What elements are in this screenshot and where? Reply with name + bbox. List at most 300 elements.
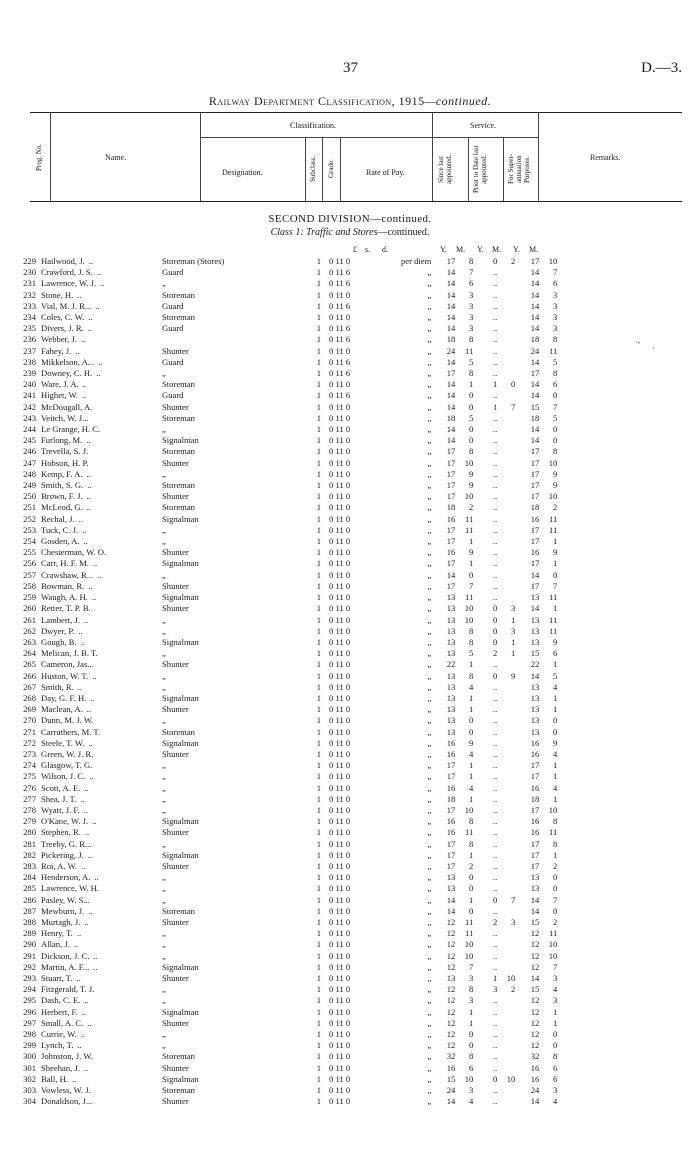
total-years-cell: 13 bbox=[530, 636, 540, 647]
rate-of-pay-cell: 0 11 0 bbox=[329, 883, 351, 894]
name-leader: .. bbox=[98, 356, 103, 367]
pay-unit-cell: „ bbox=[427, 536, 432, 547]
grade-cell: 1 bbox=[316, 256, 321, 266]
prior-months-cell bbox=[497, 536, 515, 547]
since-years-cell: 13 bbox=[446, 883, 456, 894]
since-months-cell: 3 bbox=[469, 323, 474, 334]
prior-months-cell bbox=[497, 435, 515, 446]
name-header: Name. bbox=[105, 153, 127, 162]
dots-cell bbox=[266, 346, 302, 357]
grade-cell: 1 bbox=[316, 928, 321, 939]
total-months-cell: 9 bbox=[553, 468, 558, 479]
pay-unit-cell: „ bbox=[427, 950, 432, 961]
prior-months-cell bbox=[497, 962, 515, 973]
name-cell bbox=[41, 446, 162, 457]
name-leader: .. bbox=[77, 681, 83, 692]
total-years-cell: 14 bbox=[530, 424, 540, 435]
since-years-cell: 13 bbox=[446, 704, 456, 715]
total-months-cell: 11 bbox=[549, 592, 558, 603]
since-months-cell: 8 bbox=[469, 838, 474, 849]
prog-no-cell: 279 bbox=[23, 816, 36, 827]
grade-cell: 1 bbox=[316, 681, 321, 692]
total-months-cell: 1 bbox=[553, 760, 558, 771]
rate-of-pay-cell: 0 11 0 bbox=[329, 636, 351, 647]
since-months-cell: 8 bbox=[469, 816, 474, 827]
pay-unit-cell: per diem bbox=[401, 256, 432, 266]
name-cell bbox=[41, 1007, 162, 1018]
name-text: Carruthers, M. T. bbox=[41, 726, 101, 737]
dots-cell bbox=[266, 626, 302, 637]
title-continued: —continued. bbox=[424, 94, 492, 108]
total-months-cell: 7 bbox=[553, 401, 558, 412]
dots-cell bbox=[266, 334, 302, 345]
total-months-cell: 8 bbox=[553, 334, 558, 345]
rate-of-pay-cell: 0 11 0 bbox=[329, 905, 351, 916]
rate-of-pay-cell: 0 11 0 bbox=[329, 984, 351, 995]
name-leader: .. bbox=[94, 872, 99, 883]
grade-cell: 1 bbox=[316, 1029, 321, 1040]
prior-years-cell: .. bbox=[493, 1029, 498, 1040]
table-row bbox=[14, 558, 557, 569]
pay-unit-cell: „ bbox=[427, 692, 432, 703]
grade-cell: 1 bbox=[316, 916, 321, 927]
total-months-cell: 6 bbox=[553, 1073, 558, 1084]
dots-cell bbox=[266, 749, 302, 760]
total-months-cell: 4 bbox=[553, 1096, 558, 1107]
grade-cell: 1 bbox=[316, 648, 321, 659]
prior-years-cell: 1 bbox=[493, 973, 498, 983]
since-months-cell: 8 bbox=[469, 984, 474, 995]
name-text: Trevella, S. J. bbox=[41, 446, 89, 457]
name-cell bbox=[41, 615, 162, 626]
rate-of-pay-cell: 0 11 0 bbox=[329, 513, 351, 524]
name-leader: .. bbox=[83, 614, 89, 625]
since-years-cell: 17 bbox=[446, 256, 456, 266]
name-text: Allan, J. bbox=[41, 939, 70, 950]
total-years-cell: 18 bbox=[530, 334, 540, 345]
rate-of-pay-cell: 0 11 6 bbox=[329, 390, 351, 401]
prior-months-cell bbox=[497, 872, 515, 883]
name-cell bbox=[41, 323, 162, 334]
pay-unit-cell: „ bbox=[427, 939, 432, 950]
total-years-cell: 13 bbox=[530, 715, 540, 726]
rate-of-pay-cell: 0 11 0 bbox=[329, 524, 351, 535]
prior-months-cell bbox=[497, 446, 515, 457]
prior-months-cell bbox=[497, 502, 515, 513]
name-cell bbox=[41, 1029, 162, 1040]
prior-years-cell: .. bbox=[493, 569, 498, 580]
designation-cell: „ bbox=[162, 468, 166, 479]
prior-years-cell: .. bbox=[493, 793, 498, 804]
prog-no-cell: 276 bbox=[23, 782, 36, 793]
total-years-cell: 15 bbox=[530, 401, 540, 412]
table-row bbox=[14, 267, 557, 278]
prog-no-cell: 302 bbox=[23, 1073, 36, 1084]
prior-months-cell: 0 bbox=[511, 379, 516, 390]
total-years-cell: 14 bbox=[530, 973, 540, 983]
prior-years-cell: .. bbox=[493, 323, 498, 334]
prior-months-cell bbox=[497, 301, 515, 312]
since-months-cell: 2 bbox=[469, 860, 474, 871]
since-years-cell: 14 bbox=[446, 1096, 456, 1107]
name-text: Small, A. C. bbox=[41, 1017, 84, 1028]
table-row bbox=[14, 346, 557, 357]
table-row bbox=[14, 1063, 557, 1074]
table-row bbox=[14, 323, 557, 334]
units-row bbox=[0, 245, 700, 255]
name-text: Coles, C. W. bbox=[41, 312, 85, 323]
prog-no-cell: 292 bbox=[23, 961, 36, 972]
designation-cell: „ bbox=[162, 950, 166, 961]
table-row bbox=[14, 872, 557, 883]
dots-cell bbox=[266, 794, 302, 805]
since-months-cell: 1 bbox=[469, 793, 474, 804]
total-years-cell: 17 bbox=[530, 536, 540, 547]
dots-cell bbox=[266, 850, 302, 861]
prog-no-cell: 260 bbox=[23, 603, 36, 614]
name-leader: .. bbox=[83, 536, 88, 547]
designation-cell: „ bbox=[162, 278, 166, 289]
rate-of-pay-cell: 0 11 0 bbox=[329, 681, 351, 692]
designation-cell: Shunter bbox=[162, 457, 189, 468]
name-leader: .. bbox=[88, 737, 93, 748]
since-years-cell: 24 bbox=[446, 1085, 456, 1096]
name-text: Furlong, M. bbox=[41, 435, 83, 446]
name-text: Divers, J. R. bbox=[41, 323, 84, 334]
table-row bbox=[14, 570, 557, 581]
prog-no-cell: 266 bbox=[23, 670, 36, 681]
rate-of-pay-cell: 0 11 0 bbox=[329, 860, 351, 871]
total-years-cell: 12 bbox=[530, 1029, 540, 1040]
since-months-cell: 3 bbox=[469, 1085, 474, 1096]
name-cell bbox=[41, 883, 162, 894]
prog-no-cell: 257 bbox=[23, 569, 36, 580]
table-row bbox=[14, 704, 557, 715]
name-cell bbox=[41, 760, 162, 771]
name-cell bbox=[41, 715, 162, 726]
prior-years-cell: 2 bbox=[493, 916, 498, 927]
prior-months-cell bbox=[497, 850, 515, 861]
total-years-cell: 18 bbox=[530, 793, 540, 804]
name-leader: .. bbox=[91, 592, 97, 603]
name-text: Treeby, G. R... bbox=[41, 838, 92, 849]
since-years-cell: 14 bbox=[446, 379, 456, 390]
dots-cell bbox=[266, 1018, 302, 1029]
prior-months-cell bbox=[497, 581, 515, 592]
since-years-cell: 12 bbox=[446, 928, 456, 939]
prior-months-cell bbox=[497, 469, 515, 480]
dots-cell bbox=[266, 570, 302, 581]
table-row bbox=[14, 827, 557, 838]
prog-no-cell: 295 bbox=[23, 995, 36, 1006]
designation-cell: „ bbox=[162, 760, 166, 771]
dots-cell bbox=[266, 973, 302, 984]
prior-years-cell: .. bbox=[493, 827, 498, 838]
total-years-cell: 12 bbox=[530, 950, 540, 961]
name-cell bbox=[41, 704, 162, 715]
prior-years-cell: .. bbox=[493, 558, 498, 569]
dots-cell bbox=[266, 1051, 302, 1062]
name-cell bbox=[41, 413, 162, 424]
prog-no-cell: 245 bbox=[23, 435, 36, 446]
prior-years-cell: .. bbox=[493, 278, 498, 289]
prog-no-cell: 239 bbox=[23, 368, 36, 379]
prog-no-cell: 269 bbox=[23, 704, 36, 715]
prior-years-cell: .. bbox=[493, 726, 498, 737]
name-text: Wilson, J. C. bbox=[41, 771, 86, 782]
total-years-cell: 14 bbox=[530, 300, 540, 311]
grade-cell: 1 bbox=[316, 513, 321, 524]
pay-unit-cell: „ bbox=[427, 312, 432, 323]
rate-of-pay-cell: 0 11 0 bbox=[329, 849, 351, 860]
name-leader: .. bbox=[84, 916, 89, 927]
table-row bbox=[14, 648, 557, 659]
table-row bbox=[14, 1074, 557, 1085]
name-cell bbox=[41, 783, 162, 794]
total-months-cell: 1 bbox=[553, 771, 558, 782]
since-months-cell: 1 bbox=[469, 558, 474, 569]
name-text: Stuart, T. bbox=[41, 973, 73, 983]
total-months-cell: 11 bbox=[549, 524, 558, 535]
prior-years-cell: .. bbox=[493, 928, 498, 939]
prog-no-cell: 288 bbox=[23, 916, 36, 927]
grade-cell: 1 bbox=[316, 379, 321, 390]
grade-cell: 1 bbox=[316, 614, 321, 625]
name-leader: .. bbox=[71, 1073, 77, 1084]
total-years-cell: 17 bbox=[530, 860, 540, 871]
prior-years-cell: .. bbox=[493, 681, 498, 692]
since-years-cell: 17 bbox=[446, 468, 456, 479]
dots-cell bbox=[266, 872, 302, 883]
pay-unit-cell: „ bbox=[427, 793, 432, 804]
prior-months-cell bbox=[497, 413, 515, 424]
total-years-cell: 17 bbox=[530, 580, 540, 591]
total-months-cell: 8 bbox=[553, 838, 558, 849]
total-years-cell: 18 bbox=[530, 412, 540, 423]
total-months-cell: 9 bbox=[553, 636, 558, 647]
prog-no-cell: 301 bbox=[23, 1062, 36, 1073]
name-cell bbox=[41, 1063, 162, 1074]
designation-cell: „ bbox=[162, 995, 166, 1006]
since-months-cell: 11 bbox=[465, 916, 474, 927]
total-months-cell: 10 bbox=[548, 804, 558, 815]
name-text: Shea, J. T. bbox=[41, 793, 77, 804]
total-months-cell: 11 bbox=[549, 345, 558, 356]
table-row bbox=[14, 592, 557, 603]
pay-unit-cell: „ bbox=[427, 659, 432, 670]
name-cell bbox=[41, 603, 162, 614]
prior-years-cell: .. bbox=[493, 748, 498, 759]
designation-cell: Shunter bbox=[162, 704, 189, 715]
rate-of-pay-cell: 0 11 0 bbox=[329, 804, 351, 815]
since-years-cell: 16 bbox=[446, 748, 456, 759]
prior-months-cell bbox=[497, 323, 515, 334]
pay-unit-cell: „ bbox=[427, 446, 432, 457]
total-months-cell: 0 bbox=[553, 390, 558, 401]
prior-years-cell: 0 bbox=[493, 1073, 498, 1084]
total-years-cell: 14 bbox=[530, 289, 540, 300]
prog-no-cell: 278 bbox=[23, 804, 36, 815]
name-text: Melican, J. B. T. bbox=[41, 648, 98, 659]
prog-no-cell: 304 bbox=[23, 1096, 36, 1107]
total-years-cell: 16 bbox=[530, 748, 540, 759]
rate-of-pay-cell: 0 11 0 bbox=[329, 536, 351, 547]
dots-cell bbox=[266, 491, 302, 502]
class-title: Class 1: Traffic and Stores bbox=[270, 227, 378, 238]
pay-unit-cell: „ bbox=[427, 502, 432, 513]
total-years-cell: 12 bbox=[530, 1006, 540, 1017]
since-months-cell: 5 bbox=[469, 356, 474, 367]
rate-of-pay-cell: 0 11 0 bbox=[329, 827, 351, 838]
rate-of-pay-cell: 0 11 0 bbox=[329, 457, 351, 468]
rate-of-pay-cell: 0 11 0 bbox=[329, 603, 351, 614]
total-years-cell: 13 bbox=[530, 726, 540, 737]
total-years-cell: 13 bbox=[530, 883, 540, 894]
prog-no-cell: 275 bbox=[23, 771, 36, 782]
pay-unit-cell: „ bbox=[427, 435, 432, 446]
dots-cell bbox=[266, 312, 302, 323]
prior-years-cell: .. bbox=[493, 704, 498, 715]
designation-cell: Shunter bbox=[162, 916, 189, 927]
name-cell bbox=[41, 962, 162, 973]
total-months-cell: 7 bbox=[553, 894, 558, 905]
total-years-cell: 16 bbox=[530, 827, 540, 838]
name-cell bbox=[41, 895, 162, 906]
since-years-cell: 13 bbox=[446, 636, 456, 647]
prior-months-cell bbox=[497, 491, 515, 502]
pay-unit-cell: „ bbox=[427, 278, 432, 289]
pay-unit-cell: „ bbox=[427, 973, 432, 983]
table-row bbox=[14, 995, 557, 1006]
prog-no-cell: 236 bbox=[23, 334, 36, 345]
prior-months-cell bbox=[497, 458, 515, 469]
rate-of-pay-header: Rate of Pay. bbox=[366, 168, 405, 177]
prog-no-cell: 280 bbox=[23, 827, 36, 838]
prior-months-cell: 7 bbox=[511, 401, 516, 412]
prior-years-cell: 0 bbox=[493, 670, 498, 681]
class-continued: —continued. bbox=[377, 227, 430, 238]
designation-cell: Signalman bbox=[162, 513, 199, 524]
prog-no-cell: 252 bbox=[23, 513, 36, 524]
total-months-cell: 7 bbox=[553, 961, 558, 972]
total-months-cell: 9 bbox=[553, 547, 558, 558]
name-text: Le Grange, H. C. bbox=[41, 424, 101, 435]
since-years-cell: 14 bbox=[446, 435, 456, 446]
since-years-cell: 18 bbox=[446, 502, 456, 513]
grade-cell: 1 bbox=[316, 860, 321, 871]
prog-no-cell: 261 bbox=[23, 614, 36, 625]
name-cell bbox=[41, 525, 162, 536]
since-years-cell: 12 bbox=[446, 984, 456, 995]
name-text: Mewburn, J. bbox=[41, 905, 85, 916]
name-leader: .. bbox=[80, 636, 85, 647]
name-cell bbox=[41, 850, 162, 861]
dots-cell bbox=[266, 783, 302, 794]
grade-cell: 1 bbox=[316, 973, 321, 983]
pay-unit-cell: „ bbox=[427, 704, 432, 715]
unit-shillings: s. bbox=[365, 245, 371, 254]
total-years-cell: 12 bbox=[530, 1017, 540, 1028]
name-leader: .. bbox=[86, 435, 91, 446]
table-row bbox=[14, 760, 557, 771]
since-years-cell: 17 bbox=[446, 491, 456, 502]
name-text: Mikkelson, A... bbox=[41, 356, 95, 367]
name-cell bbox=[41, 951, 162, 962]
pay-unit-cell: „ bbox=[427, 1085, 432, 1096]
rate-of-pay-cell: 0 11 0 bbox=[329, 715, 351, 726]
rate-of-pay-cell: 0 11 0 bbox=[329, 771, 351, 782]
prior-months-cell: 7 bbox=[511, 894, 516, 905]
since-years-cell: 12 bbox=[446, 995, 456, 1006]
dots-cell bbox=[266, 558, 302, 569]
total-months-cell: 10 bbox=[548, 256, 558, 266]
prior-months-cell bbox=[497, 883, 515, 894]
prog-no-cell: 272 bbox=[23, 737, 36, 748]
since-years-cell: 17 bbox=[446, 446, 456, 457]
name-leader: .. bbox=[88, 312, 93, 323]
prior-years-cell: .. bbox=[493, 995, 498, 1006]
name-text: Stone, H. bbox=[41, 289, 74, 300]
pay-unit-cell: „ bbox=[427, 614, 432, 625]
since-years-cell: 16 bbox=[446, 547, 456, 558]
pay-unit-cell: „ bbox=[427, 748, 432, 759]
name-text: Huston, W. T. bbox=[41, 670, 89, 681]
since-months-cell: 0 bbox=[469, 872, 474, 883]
dots-cell bbox=[266, 827, 302, 838]
since-years-cell: 16 bbox=[446, 816, 456, 827]
prog-no-cell: 263 bbox=[23, 636, 36, 647]
since-years-cell: 17 bbox=[446, 838, 456, 849]
designation-cell: „ bbox=[162, 368, 166, 379]
pay-unit-cell: „ bbox=[427, 827, 432, 838]
name-text: Highet, W. bbox=[41, 390, 79, 401]
since-months-cell: 4 bbox=[469, 782, 474, 793]
grade-header: Grade. bbox=[327, 159, 335, 179]
pay-unit-cell: „ bbox=[427, 468, 432, 479]
prog-no-cell: 244 bbox=[23, 424, 36, 435]
rate-of-pay-cell: 0 11 0 bbox=[329, 939, 351, 950]
total-years-cell: 14 bbox=[530, 569, 540, 580]
prior-years-cell: .. bbox=[493, 1017, 498, 1028]
total-months-cell: 1 bbox=[553, 1006, 558, 1017]
total-months-cell: 2 bbox=[553, 502, 558, 513]
prior-months-cell bbox=[497, 1051, 515, 1062]
since-years-cell: 22 bbox=[446, 659, 456, 670]
dots-cell bbox=[266, 883, 302, 894]
name-cell bbox=[41, 973, 162, 984]
pay-unit-cell: „ bbox=[427, 860, 432, 871]
rate-of-pay-cell: 0 11 0 bbox=[329, 748, 351, 759]
name-leader: .. bbox=[73, 939, 79, 950]
prior-years-cell: .. bbox=[493, 961, 498, 972]
pay-unit-cell: „ bbox=[427, 928, 432, 939]
prog-no-cell: 277 bbox=[23, 793, 36, 804]
name-cell bbox=[41, 827, 162, 838]
since-last-header: Since last appointed. bbox=[437, 154, 453, 184]
prior-months-cell bbox=[497, 357, 515, 368]
dots-cell bbox=[266, 615, 302, 626]
prog-no-cell: 241 bbox=[23, 390, 36, 401]
since-months-cell: 0 bbox=[469, 726, 474, 737]
rate-of-pay-cell: 0 11 0 bbox=[329, 659, 351, 670]
total-months-cell: 5 bbox=[553, 412, 558, 423]
grade-cell: 1 bbox=[316, 793, 321, 804]
name-leader: .. bbox=[76, 973, 81, 983]
since-years-cell: 17 bbox=[446, 860, 456, 871]
table-row bbox=[14, 256, 557, 267]
designation-cell: „ bbox=[162, 625, 166, 636]
dots-cell bbox=[266, 962, 302, 973]
